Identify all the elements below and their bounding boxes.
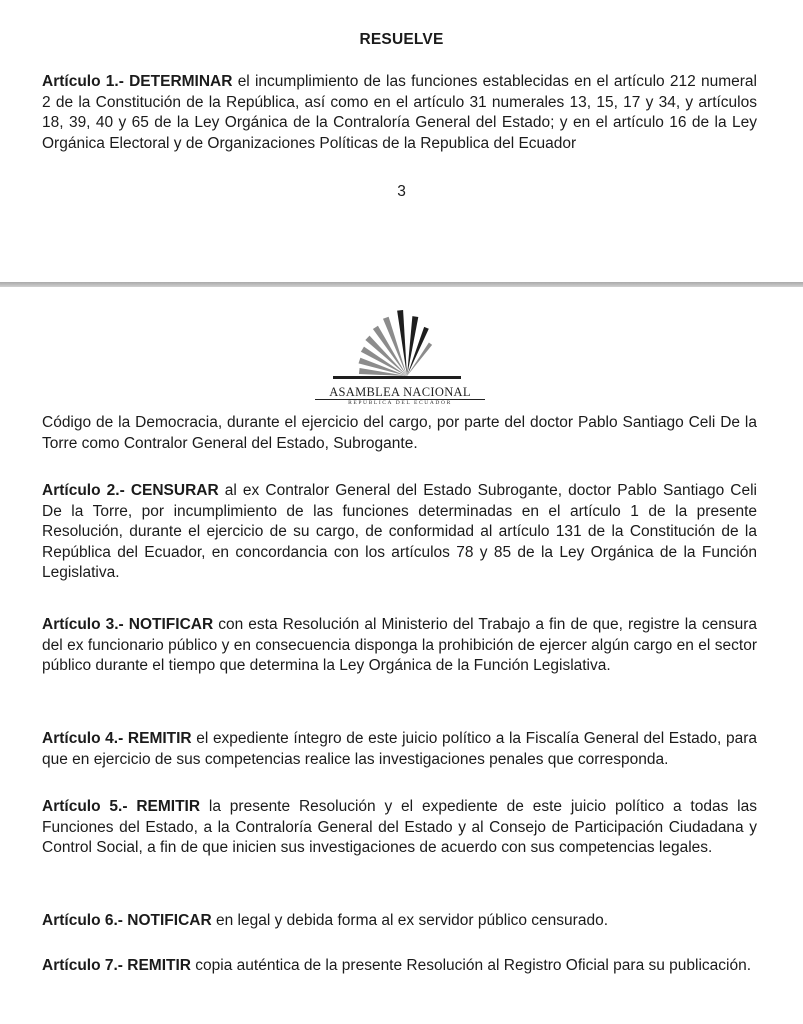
article-6-text: en legal y debida forma al ex servidor público censurado. — [215, 912, 609, 929]
article-3-verb: NOTIFICAR — [128, 616, 214, 633]
logo-title: ASAMBLEA NACIONAL — [315, 386, 485, 400]
article-1-verb: DETERMINAR — [129, 73, 233, 90]
article-5-text: la presente Resolución y el expediente de este juicio político a todas las Funciones del Estado, a la Contraloría General del Estado y al Consejo de Participación Ciudadana y Control Social, a fin de que inicien sus investigaciones de acuerdo con sus competencias legales. — [42, 798, 757, 856]
article-5 — [42, 797, 757, 859]
article-4-label: Artículo 4.- — [42, 730, 124, 747]
article-1-label: Artículo 1.- — [42, 73, 124, 90]
article-5-label: Artículo 5.- — [42, 798, 128, 815]
article-1 — [42, 72, 757, 154]
article-4-verb: REMITIR — [127, 730, 192, 747]
article-3-label: Artículo 3.- — [42, 616, 124, 633]
article-7-label: Artículo 7.- — [42, 957, 123, 974]
article-4-text: el expediente íntegro de este juicio político a la Fiscalía General del Estado, para que en ejercicio de sus competencias realice las investigaciones penales que corresponda. — [42, 730, 757, 768]
article-6-label: Artículo 6.- — [42, 912, 123, 929]
article-4 — [42, 729, 757, 770]
article-5-verb: REMITIR — [136, 798, 201, 815]
article-2-text: al ex Contralor General del Estado Subrogante, doctor Pablo Santiago Celi De la Torre, por incumplimiento de las funciones determinadas en el artículo 1 de la presente Resolución, durante el ejercicio de su cargo, de conformidad al artículo 131 de la Constitución de la República del Ecuador, en concordancia con los artículos 78 y 85 de la Ley Orgánica de la Función Legislativa. — [42, 482, 757, 581]
asamblea-nacional-logo — [315, 308, 485, 406]
article-7 — [42, 956, 757, 977]
continuation-paragraph: Código de la Democracia, durante el ejercicio del cargo, por parte del doctor Pablo Santiago Celi De la Torre como Contralor General del Estado, Subrogante. — [42, 414, 757, 452]
article-7-verb: REMITIR — [127, 957, 191, 974]
article-1-text: el incumplimiento de las funciones establecidas en el artículo 212 numeral 2 de la Constitución de la República, así como en el artículo 31 numerales 13, 15, 17 y 34, y artículos 18, 39, 40 y 65 de la Ley Orgánica de la Contraloría General del Estado; y en el artículo 16 de la Ley Orgánica Electoral y de Organizaciones Políticas de la Republica del Ecuador — [42, 73, 757, 152]
article-6-verb: NOTIFICAR — [127, 912, 212, 929]
article-2-verb: CENSURAR — [130, 482, 219, 499]
article-3-text: con esta Resolución al Ministerio del Trabajo a fin de que, registre la censura del ex funcionario público y en consecuencia disponga la prohibición de ejercer algún cargo en el sector público durante el tiempo que determina la Ley Orgánica de la Función Legislativa. — [42, 616, 757, 674]
condor-feathers-icon — [315, 308, 485, 386]
logo-subtitle: REPÚBLICA DEL ECUADOR — [348, 400, 452, 406]
page-separator — [0, 282, 803, 287]
article-6 — [42, 911, 757, 932]
article-3 — [42, 615, 757, 677]
cropped-previous-line — [40, 0, 760, 4]
article-2-label: Artículo 2.- — [42, 482, 125, 499]
article-2 — [42, 481, 757, 584]
page-number: 3 — [397, 183, 406, 200]
article-7-text: copia auténtica de la presente Resolución al Registro Oficial para su publicación. — [195, 957, 752, 974]
resolution-heading: RESUELVE — [359, 31, 444, 48]
